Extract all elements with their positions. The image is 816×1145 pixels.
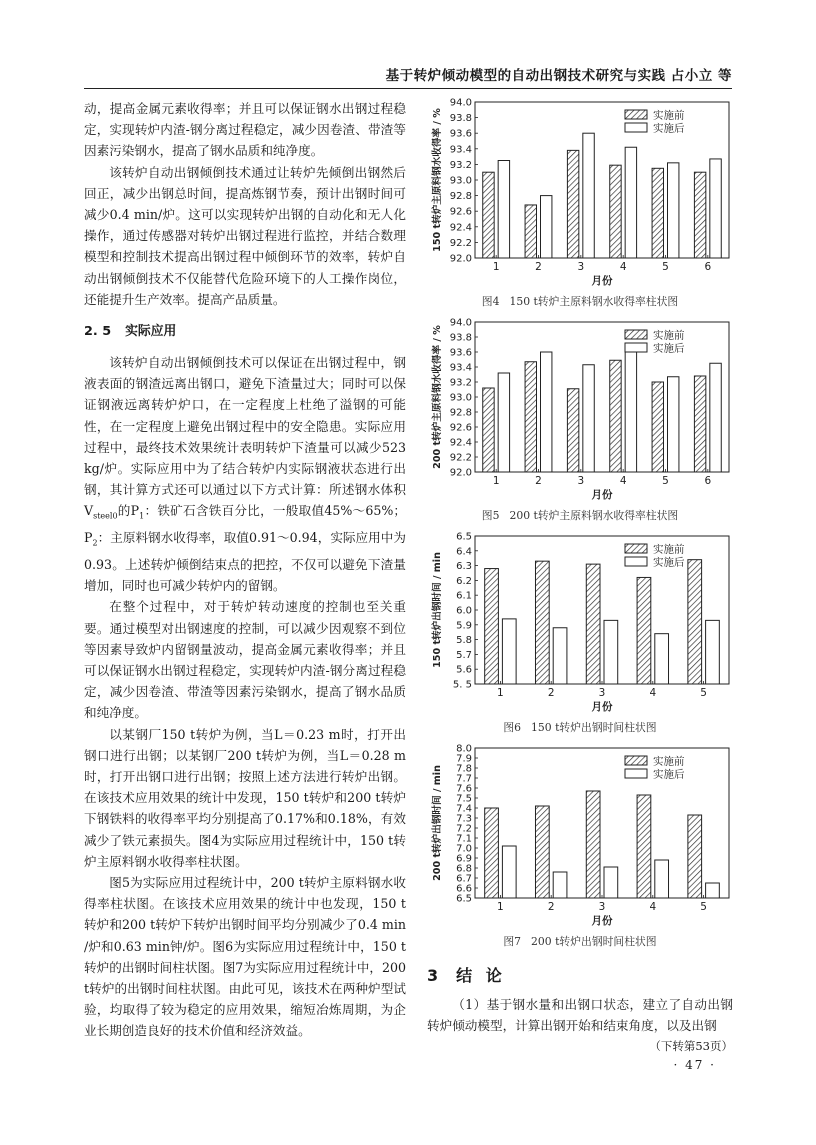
bar-after — [498, 373, 509, 472]
legend-swatch-after — [625, 769, 647, 778]
chart-figure-7 — [427, 742, 733, 932]
x-tick-label: 3 — [598, 687, 606, 699]
x-tick-label: 4 — [649, 687, 657, 699]
left-column — [84, 98, 406, 1042]
bar-after — [541, 352, 552, 472]
legend-swatch-before — [625, 544, 647, 553]
bar-after — [668, 377, 679, 472]
legend-swatch-after — [625, 343, 647, 352]
plot-frame — [475, 322, 729, 472]
y-tick-label: 93.0 — [449, 392, 472, 404]
figure-title: 150 t转炉出钢时间柱状图 — [531, 721, 657, 734]
y-tick-label: 93.0 — [449, 175, 472, 187]
section-heading-3 — [427, 964, 733, 988]
bar-before — [535, 806, 549, 898]
legend-label-after: 实施后 — [653, 768, 685, 781]
bar-before — [637, 795, 651, 898]
y-tick-label: 6.5 — [456, 531, 472, 543]
y-tick-label: 6.9 — [456, 853, 472, 865]
x-tick-label: 1 — [492, 261, 500, 273]
bar-after — [706, 883, 720, 898]
x-tick-label: 2 — [535, 261, 542, 273]
legend-label-after: 实施后 — [653, 556, 685, 569]
bar-after — [553, 628, 567, 684]
legend-swatch-before — [625, 756, 647, 765]
paragraph-5: 以某钢厂150 t转炉为例，当L＝0.23 m时，打开出钢口进行出钢；以某钢厂200 t转炉为例，当L＝0.28 m时，打开出钢口进行出钢；按照上述方法进行转炉出钢。在该技术应用效果的统计中发现，150 t转炉和200 t转炉下钢铁料的收得率平均分别提高了0.17%和0.18%，有效减少了铁元素损失。图4为实际应用过程统计中，150 t转炉主原料钢水收得率柱状图。 — [84, 726, 406, 869]
x-tick-label: 3 — [577, 475, 585, 487]
figure-4-caption — [427, 294, 733, 310]
x-tick-label: 5 — [662, 475, 669, 487]
y-tick-label: 5. 5 — [452, 679, 472, 691]
x-tick-label: 4 — [619, 475, 627, 487]
figure-7 — [427, 742, 733, 950]
figure-title: 200 t转炉出钢时间柱状图 — [531, 935, 657, 948]
figure-5 — [427, 316, 733, 524]
bar-before — [483, 388, 494, 472]
bar-before — [652, 168, 663, 258]
x-axis-label: 月份 — [591, 275, 613, 287]
subscript-steel0: steel0 — [93, 511, 118, 521]
bar-after — [710, 159, 721, 258]
figure-number: 图4 — [481, 295, 500, 308]
bar-after — [604, 867, 618, 898]
y-tick-label: 92.0 — [449, 253, 472, 265]
bar-after — [625, 349, 636, 472]
legend-swatch-before — [625, 330, 647, 339]
y-tick-label: 6.1 — [456, 590, 472, 602]
section-title: 结 论 — [456, 966, 506, 985]
y-tick-label: 7.0 — [456, 843, 472, 855]
bar-after — [655, 634, 669, 684]
figure-7-caption — [427, 934, 733, 950]
y-tick-label: 7.4 — [456, 803, 472, 815]
bar-before — [535, 561, 549, 684]
x-tick-label: 1 — [497, 687, 504, 699]
bar-after — [541, 196, 552, 258]
y-tick-label: 93.4 — [449, 362, 472, 374]
x-tick-label: 4 — [619, 261, 627, 273]
figure-number: 图5 — [481, 509, 500, 522]
x-tick-label: 3 — [598, 901, 606, 913]
y-tick-label: 5.8 — [456, 635, 472, 647]
paragraph-6: 图5为实际应用过程统计中，200 t转炉主原料钢水收得率柱状图。在该技术应用效果的统计中也发现，150 t转炉和200 t转炉下转炉出钢时间平均分别减少了0.4 min /炉和0.63 min钟/炉。图6为实际应用过程统计中，150 t转炉的出钢时间柱状图。图7为实际应用过程统计中，200 t转炉的出钢时间柱状图。由此可见，该技术在两种炉型试验，均取得了较为稳定的应用效果，缩短冶炼周期，为企业长期创造良好的技术价值和经济效益。 — [84, 874, 406, 1039]
section-number: 2. 5 — [84, 324, 112, 340]
y-tick-label: 7.6 — [456, 783, 472, 795]
y-tick-label: 94.0 — [449, 97, 472, 109]
y-tick-label: 92.6 — [449, 206, 472, 218]
y-tick-label: 92.2 — [449, 237, 472, 249]
paragraph-3-text-a: 该转炉自动出钢倾倒技术可以保证在出钢过程中，钢液表面的钢渣远离出钢口，避免下渣量过大；同时可以保证钢液远离转炉炉口，在一定程度上杜绝了溢钢的可能性，在一定程度上避免出钢过程中的安全隐患。实际应用过程中，最终技术效果统计表明转炉下渣量可以减少523 kg/炉。实际应用中为了结合转炉内实际钢液状态进行出钢，其计算方式还可以通过以下方式计算：所述钢水体积V — [84, 355, 406, 519]
paragraph-3-text-d: ：主原料钢水收得率，取值0.91～0.94，实际应用中为0.93。上述转炉倾倒结束点的把控，不仅可以避免下渣量增加，同时也可减少转炉内的留钢。 — [84, 530, 406, 594]
subscript-1: 1 — [139, 511, 145, 521]
y-tick-label: 7.1 — [456, 833, 472, 845]
y-tick-label: 7.9 — [456, 753, 472, 765]
section-title: 实际应用 — [125, 324, 177, 340]
y-tick-label: 6.3 — [456, 561, 472, 573]
paragraph-3 — [84, 352, 406, 596]
bar-before — [567, 150, 578, 258]
bar-after — [498, 161, 509, 259]
plot-frame — [475, 102, 729, 258]
y-tick-label: 93.2 — [449, 377, 472, 389]
y-tick-label: 7.3 — [456, 813, 472, 825]
paragraph-7: （1）基于钢水量和出钢口状态，建立了自动出钢转炉倾动模型，计算出钢开始和结束角度，以及出钢 — [427, 997, 733, 1034]
y-tick-label: 7.5 — [456, 793, 472, 805]
x-tick-label: 2 — [547, 901, 555, 913]
paragraph-3-text-b: 的P — [117, 503, 140, 519]
y-tick-label: 94.0 — [449, 317, 472, 329]
y-axis-label: 200 t转炉主原料钢水收得率 / % — [432, 325, 443, 469]
legend-label-before: 实施前 — [653, 755, 685, 768]
legend-label-before: 实施前 — [653, 109, 685, 122]
paragraph-4: 在整个过程中，对于转炉转动速度的控制也至关重要。通过模型对出钢速度的控制，可以减少因观察不到位等因素导致炉内留钢量波动，提高金属元素收得率；并且可以保证钢水出钢过程稳定，实现转炉内渣-钢分离过程稳定，减少因卷渣、带渣等因素污染钢水，提高了钢水品质和纯净度。 — [84, 599, 406, 721]
header-title: 基于转炉倾动模型的自动出钢技术研究与实践 占小立 等 — [385, 68, 732, 84]
figure-number: 图7 — [503, 935, 522, 948]
chart-figure-6 — [427, 530, 733, 718]
right-column — [427, 96, 733, 1054]
x-axis-label: 月份 — [591, 701, 613, 713]
bar-before — [485, 808, 499, 898]
subscript-2: 2 — [92, 538, 98, 548]
figure-6 — [427, 530, 733, 736]
y-tick-label: 7.8 — [456, 763, 472, 775]
legend-label-before: 实施前 — [653, 329, 685, 342]
bar-before — [652, 382, 663, 472]
bar-before — [694, 376, 705, 472]
y-tick-label: 92.0 — [449, 467, 472, 479]
y-tick-label: 92.4 — [449, 222, 472, 234]
y-tick-label: 93.8 — [449, 113, 472, 125]
bar-after — [625, 147, 636, 258]
bar-after — [553, 872, 567, 898]
x-tick-label: 2 — [547, 687, 555, 699]
page-number: · 47 · — [673, 1058, 716, 1072]
section-number: 3 — [427, 966, 443, 985]
y-tick-label: 93.8 — [449, 332, 472, 344]
figure-title: 200 t转炉主原料钢水收得率柱状图 — [509, 509, 679, 522]
legend-swatch-after — [625, 557, 647, 566]
x-tick-label: 3 — [577, 261, 585, 273]
bar-after — [502, 846, 516, 898]
x-tick-label: 5 — [700, 687, 707, 699]
bar-before — [586, 564, 600, 684]
bar-before — [688, 815, 702, 898]
y-tick-label: 6.2 — [456, 575, 472, 587]
bar-before — [567, 389, 578, 472]
y-tick-label: 92.6 — [449, 422, 472, 434]
x-axis-label: 月份 — [591, 489, 613, 501]
y-tick-label: 93.6 — [449, 128, 472, 140]
y-tick-label: 5.6 — [456, 664, 472, 676]
bar-before — [483, 172, 494, 258]
y-tick-label: 5.7 — [456, 649, 472, 661]
x-tick-label: 2 — [535, 475, 542, 487]
y-tick-label: 7.2 — [456, 823, 472, 835]
continued-note: （下转第53页） — [649, 1039, 733, 1054]
bar-before — [637, 577, 651, 684]
bar-before — [610, 165, 621, 258]
bar-after — [706, 620, 720, 684]
y-tick-label: 8.0 — [456, 743, 472, 755]
legend-swatch-after — [625, 123, 647, 132]
bar-before — [586, 791, 600, 898]
paragraph-3-text-c: ：铁矿石含铁百分比，一般取值45%～65%；P — [84, 503, 406, 546]
y-tick-label: 6.0 — [456, 605, 472, 617]
bar-after — [604, 620, 618, 684]
x-tick-label: 6 — [704, 475, 712, 487]
y-axis-label: 200 t转炉出钢时间 / min — [432, 765, 443, 881]
y-tick-label: 5.9 — [456, 620, 472, 632]
y-tick-label: 6.5 — [456, 893, 472, 905]
legend-label-after: 实施后 — [653, 122, 685, 135]
bar-after — [583, 365, 594, 472]
y-tick-label: 6.8 — [456, 863, 472, 875]
bar-after — [710, 363, 721, 472]
legend-label-after: 实施后 — [653, 342, 685, 355]
x-tick-label: 5 — [700, 901, 707, 913]
figure-6-caption — [427, 720, 733, 736]
figure-4 — [427, 96, 733, 310]
paragraph-2: 该转炉自动出钢倾倒技术通过让转炉先倾倒出钢然后回正，减少出钢总时间，提高炼钢节奏，预计出钢时间可减少0.4 min/炉。这可以实现转炉出钢的自动化和无人化操作，通过传感器对转炉出钢过程进行监控，并结合数理模型和控制技术提高出钢过程中倾倒环节的效率，转炉自动出钢倾倒技术不仅能替代危险环境下的人工操作岗位，还能提升生产效率。提高产品质量。 — [84, 164, 406, 307]
bar-before — [610, 360, 621, 472]
chart-figure-4 — [427, 96, 733, 292]
x-tick-label: 5 — [662, 261, 669, 273]
y-tick-label: 6.7 — [456, 873, 472, 885]
bar-after — [655, 860, 669, 898]
bar-before — [525, 362, 536, 472]
y-tick-label: 6.6 — [456, 883, 472, 895]
x-tick-label: 1 — [492, 475, 500, 487]
y-tick-label: 92.4 — [449, 437, 472, 449]
y-tick-label: 92.8 — [449, 191, 472, 203]
bar-before — [525, 205, 536, 258]
x-axis-label: 月份 — [591, 915, 613, 927]
x-tick-label: 1 — [497, 901, 504, 913]
legend-label-before: 实施前 — [653, 543, 685, 556]
y-tick-label: 92.8 — [449, 407, 472, 419]
figure-5-caption — [427, 508, 733, 524]
bar-after — [583, 133, 594, 258]
y-tick-label: 6.4 — [456, 546, 472, 558]
y-tick-label: 93.2 — [449, 159, 472, 171]
figure-title: 150 t转炉主原料钢水收得率柱状图 — [509, 295, 679, 308]
paragraph-1: 动，提高金属元素收得率；并且可以保证钢水出钢过程稳定，实现转炉内渣-钢分离过程稳定，减少因卷渣、带渣等因素污染钢水，提高了钢水品质和纯净度。 — [84, 101, 406, 159]
running-header — [84, 62, 732, 89]
bar-after — [668, 163, 679, 258]
bar-before — [485, 569, 499, 684]
legend-swatch-before — [625, 110, 647, 119]
x-tick-label: 4 — [649, 901, 657, 913]
y-axis-label: 150 t转炉主原料钢水收得率 / % — [432, 108, 443, 252]
figure-number: 图6 — [503, 721, 522, 734]
x-tick-label: 6 — [704, 261, 712, 273]
section-heading-2-5 — [84, 322, 406, 342]
y-tick-label: 92.2 — [449, 452, 472, 464]
bar-before — [694, 172, 705, 258]
chart-figure-5 — [427, 316, 733, 506]
y-tick-label: 93.4 — [449, 144, 472, 156]
bar-after — [502, 619, 516, 684]
y-axis-label: 150 t转炉出钢时间 / min — [432, 552, 443, 668]
y-tick-label: 7.7 — [456, 773, 472, 785]
y-tick-label: 93.6 — [449, 347, 472, 359]
bar-before — [688, 560, 702, 684]
